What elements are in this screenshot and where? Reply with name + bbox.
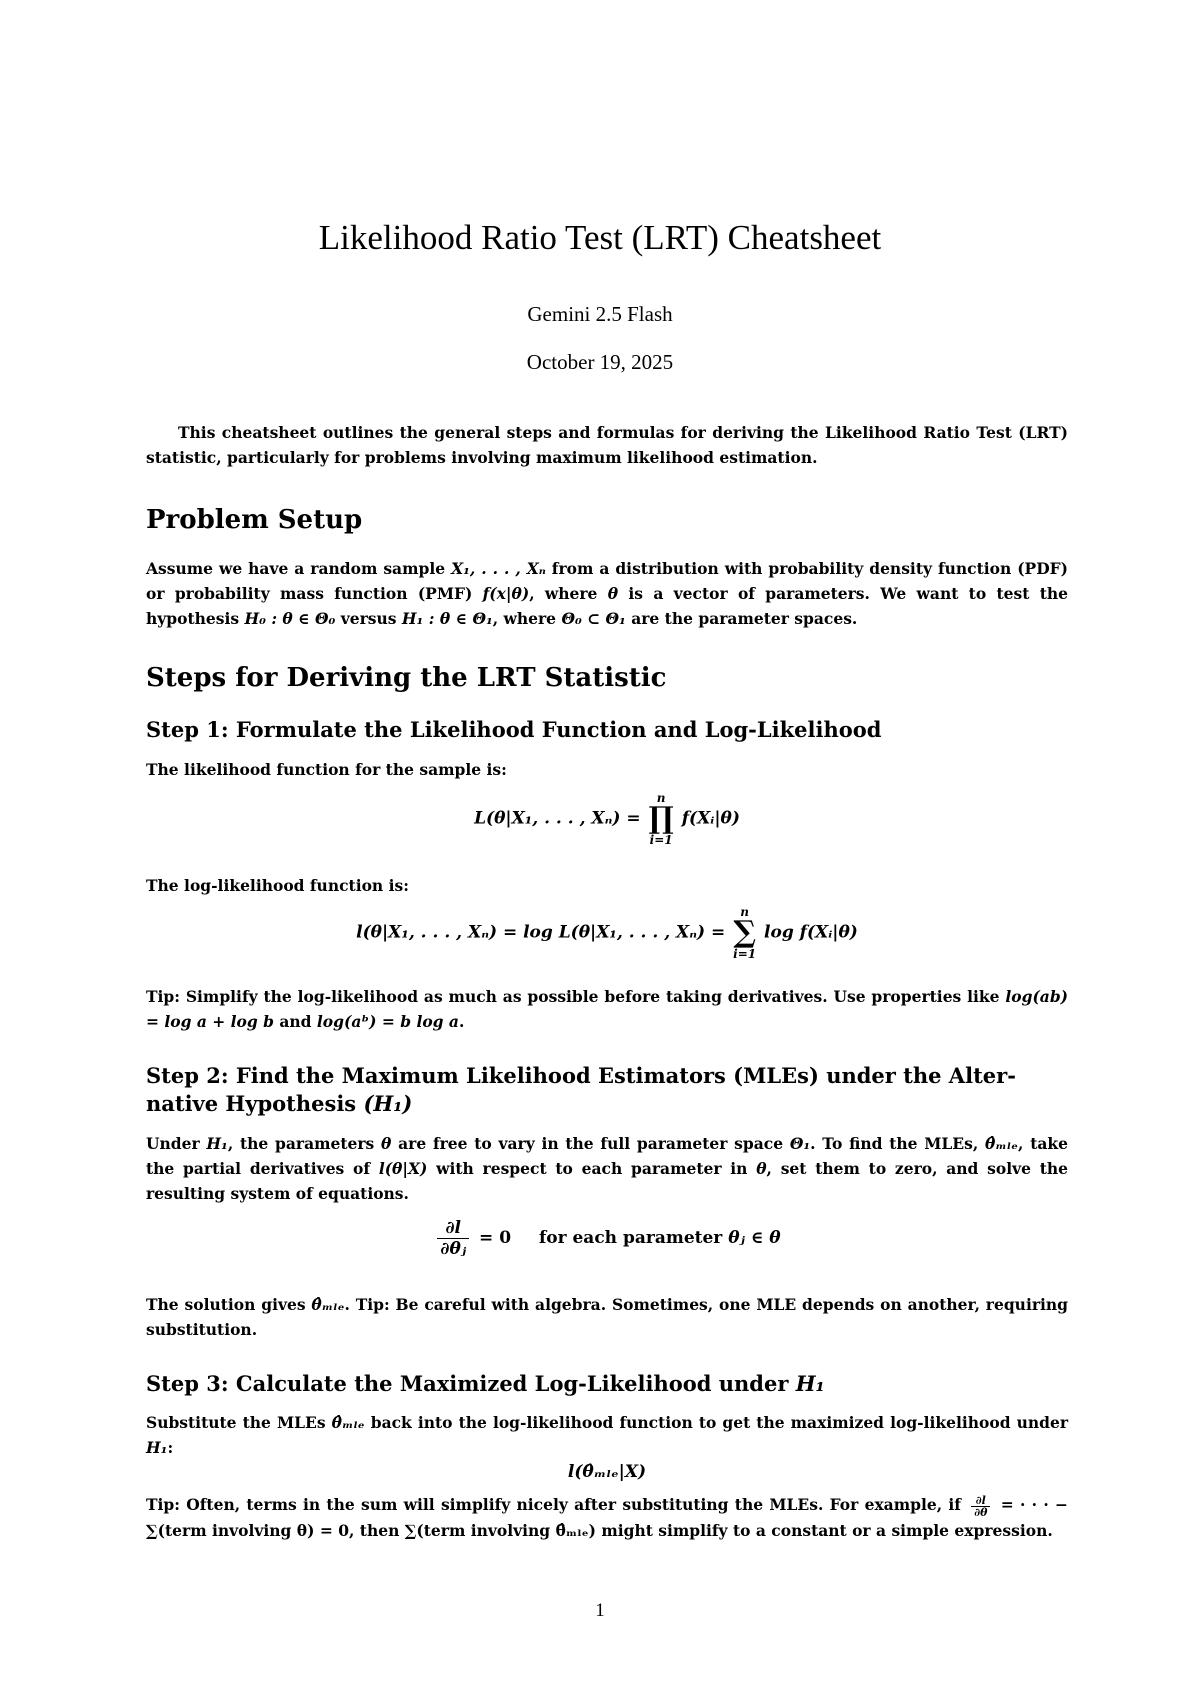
text-fragment: back into the log-likelihood function to get the maximized log-likelihood under (364, 1413, 1068, 1432)
text-fragment: . (458, 1012, 465, 1031)
sum-operator (733, 906, 756, 960)
text-fragment: are the parameter spaces. (625, 609, 858, 628)
eq-rhs: f(Xᵢ|θ) (681, 808, 740, 829)
fraction-denominator: ∂θⱼ (440, 1239, 467, 1259)
heading-text: Step 3: Calculate the Maximized Log-Likelihood under (146, 1371, 796, 1396)
step2-paragraph (146, 1131, 1068, 1206)
step2-heading (146, 1062, 1068, 1118)
text-fragment: versus (335, 609, 402, 628)
eq-note: for each parameter (538, 1228, 729, 1248)
math-theta: θ (607, 584, 619, 603)
text-fragment: : (167, 1438, 174, 1457)
math-h1: H₁ (146, 1438, 168, 1457)
text-fragment: Assume we have a random sample (146, 559, 452, 578)
math-log-product: log(ab) = log a + log b (146, 987, 1068, 1031)
heading-line: Step 2: Find the Maximum Likelihood Estimators (MLEs) under the Alter- (146, 1063, 1016, 1088)
fraction-numerator: ∂l (971, 1495, 990, 1507)
text-fragment: . (344, 1295, 356, 1314)
math-log-power: log(aᵇ) = b log a (316, 1012, 459, 1031)
tip-label: Tip: (355, 1295, 390, 1314)
eq-lhs: L(θ|X₁, . . . , Xₙ) = (474, 808, 641, 829)
math-theta-j: θⱼ ∈ θ (728, 1228, 781, 1248)
text-fragment: , take the partial derivatives of (146, 1134, 1068, 1178)
page-number: 1 (595, 1600, 605, 1621)
text-fragment: are free to vary in the full parameter space (391, 1134, 790, 1153)
math-loglik: l(θ|X) (378, 1159, 428, 1178)
math-subset: Θ₀ ⊂ Θ₁ (561, 609, 626, 628)
step1-likelihood-text: The likelihood function for the sample is: (146, 760, 507, 779)
text-fragment: Simplify the log-likelihood as much as possible before taking derivatives. Use properties like (179, 987, 1006, 1006)
text-fragment: Under (146, 1134, 207, 1153)
tip-label: Tip: (146, 1495, 180, 1514)
text-fragment: , where (529, 584, 608, 603)
math-mle: θ̂ₘₗₑ (331, 1413, 365, 1432)
upper-limit: n (740, 905, 749, 919)
text-fragment: with respect to each parameter in (427, 1159, 757, 1178)
document-date: October 19, 2025 (526, 350, 674, 374)
fraction-numerator: ∂l (437, 1218, 469, 1239)
step1-loglik-text: The log-likelihood function is: (146, 876, 409, 895)
math-space: Θ₁ (789, 1134, 811, 1153)
math-h1: (H₁) (363, 1091, 413, 1116)
equation-loglik (146, 906, 1068, 960)
lower-limit: i=1 (733, 947, 757, 961)
text-fragment: Often, terms in the sum will simplify nicely after substituting the MLEs. For example, if (179, 1495, 968, 1514)
math-theta: θ (381, 1134, 392, 1153)
math-pdf: f(x|θ) (482, 584, 530, 603)
equation-partial-derivative (146, 1218, 1068, 1259)
partial-fraction (437, 1218, 469, 1259)
product-operator (649, 792, 674, 846)
text-fragment: from a distribution with probability density function (PDF) or probability mass function (PMF) (146, 559, 1068, 603)
equation-max-loglik: l(θ̂ₘₗₑ|X) (567, 1462, 647, 1482)
sum-symbol: ∑ (733, 915, 756, 950)
text-fragment: = · · · − ∑(term involving θ) = 0, then ∑(term involving θ̂ₘₗₑ) might simplify to a constant or a simple expression. (146, 1495, 1068, 1540)
text-fragment: , set them to zero, and solve the resulting system of equations. (146, 1159, 1069, 1203)
math-mle: θ̂ₘₗₑ (311, 1295, 345, 1314)
intro-paragraph: This cheatsheet outlines the general steps and formulas for deriving the Likelihood Ratio Test (LRT) statistic, particularly for problems involving maximum likelihood estimation. (146, 423, 1068, 467)
inline-partial-fraction (971, 1495, 990, 1518)
math-h1: H₁ (206, 1134, 228, 1153)
math-h0: H₀ : θ ∈ Θ₀ (244, 609, 336, 628)
text-fragment: is a vector of parameters. We want to test the hypothesis (146, 584, 1068, 628)
product-symbol: ∏ (648, 801, 674, 836)
step3-paragraph (146, 1410, 1068, 1460)
step1-heading: Step 1: Formulate the Likelihood Function and Log-Likelihood (146, 717, 882, 742)
step3-tip (146, 1492, 1068, 1543)
section-heading-steps: Steps for Deriving the LRT Statistic (146, 663, 667, 693)
text-fragment: . To find the MLEs, (810, 1134, 985, 1153)
document-title: Likelihood Ratio Test (LRT) Cheatsheet (318, 218, 882, 257)
math-sample: X₁, . . . , Xₙ (451, 559, 546, 578)
heading-line: native Hypothesis (146, 1091, 364, 1116)
upper-limit: n (656, 791, 666, 805)
text-fragment: and (273, 1012, 317, 1031)
text-fragment: Be careful with algebra. Sometimes, one MLE depends on another, requiring substitution. (146, 1295, 1068, 1339)
step1-tip (146, 984, 1068, 1034)
equation-likelihood (146, 792, 1068, 846)
fraction-denominator: ∂θ (974, 1505, 988, 1519)
math-theta: θ (756, 1159, 767, 1178)
math-h1: H₁ : θ ∈ Θ₁ (401, 609, 493, 628)
eq-lhs: l(θ|X₁, . . . , Xₙ) = log L(θ|X₁, . . . , Xₙ) = (356, 922, 726, 943)
eq-rhs: = 0 (479, 1228, 512, 1248)
tip-label: Tip: (146, 987, 180, 1006)
eq-rhs: log f(Xᵢ|θ) (764, 922, 858, 943)
lower-limit: i=1 (649, 833, 673, 847)
document-author: Gemini 2.5 Flash (527, 302, 673, 326)
problem-setup-paragraph (146, 556, 1068, 631)
step2-solution (146, 1292, 1068, 1342)
text-fragment: The solution gives (146, 1295, 312, 1314)
text-fragment: Substitute the MLEs (146, 1413, 332, 1432)
step3-heading (146, 1370, 1068, 1398)
text-fragment: , the parameters (227, 1134, 382, 1153)
math-mle: θ̂ₘₗₑ (985, 1134, 1019, 1153)
text-fragment: , where (492, 609, 562, 628)
math-h1: H₁ (795, 1371, 825, 1396)
section-heading-problem-setup: Problem Setup (146, 505, 363, 535)
